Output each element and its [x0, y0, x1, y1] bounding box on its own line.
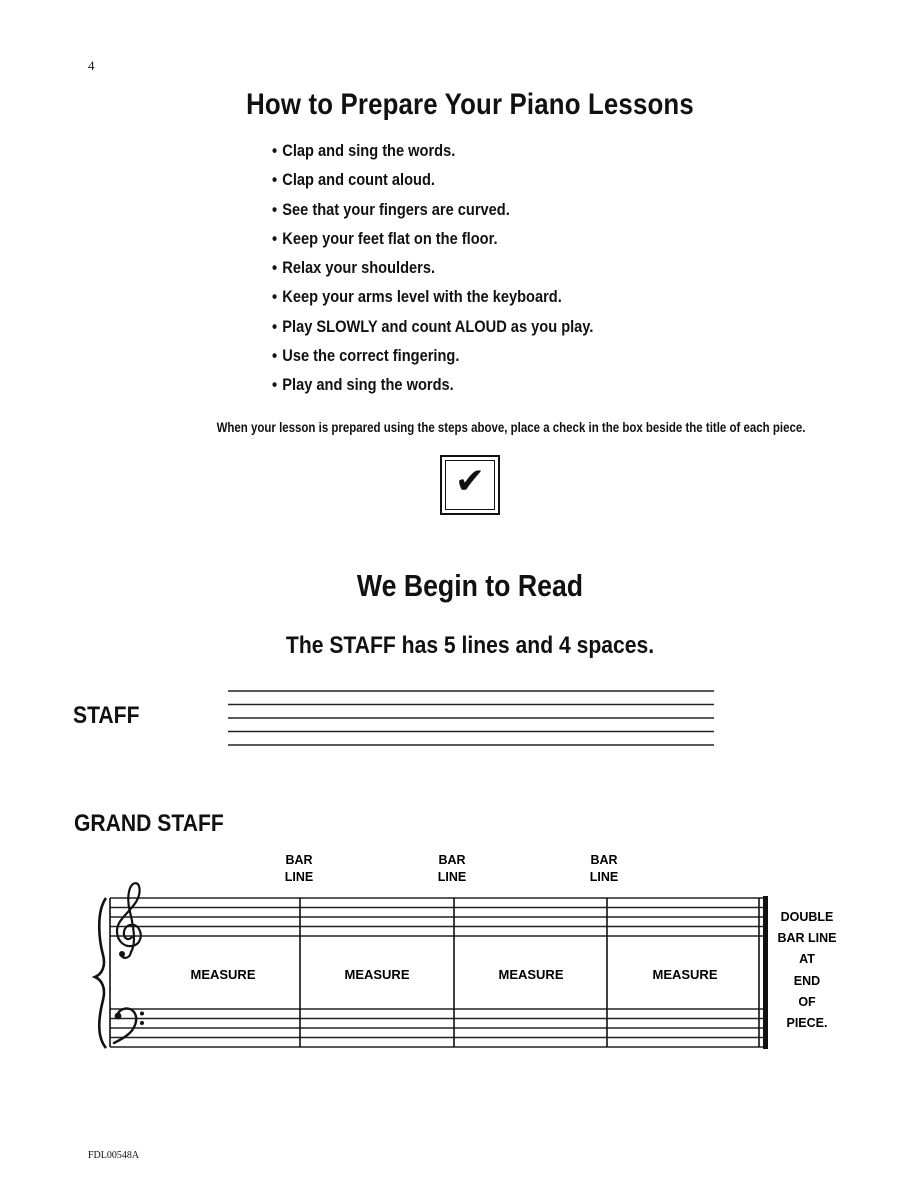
bar-line-label: BAR — [590, 853, 618, 867]
double-bar-note-line: END — [793, 974, 821, 988]
double-bar-note-line: PIECE. — [786, 1016, 828, 1030]
page-number: 4 — [88, 58, 95, 73]
list-item: • Relax your shoulders. — [272, 253, 593, 282]
treble-staff-lines — [110, 898, 764, 936]
bar-line-label: LINE — [589, 870, 619, 884]
bar-line-label: LINE — [284, 870, 314, 884]
grand-staff-label: GRAND STAFF — [74, 810, 224, 837]
bar-line-label: BAR — [438, 853, 466, 867]
bass-staff-lines — [110, 1009, 764, 1047]
staff-lines — [228, 691, 714, 745]
treble-clef-dot-icon — [119, 951, 125, 957]
treble-clef-icon — [117, 883, 141, 958]
measure-label: MEASURE — [652, 967, 718, 982]
measure-label: MEASURE — [344, 967, 410, 982]
list-item: • Play SLOWLY and count ALOUD as you play. — [272, 312, 593, 341]
list-item: • Play and sing the words. — [272, 370, 593, 399]
double-bar-note-line: DOUBLE — [780, 910, 834, 924]
measure-label: MEASURE — [498, 967, 564, 982]
instruction-text: When your lesson is prepared using the steps above, place a check in the box beside the title of each piece. — [216, 419, 806, 435]
double-bar-note-line: BAR LINE — [777, 931, 837, 945]
footer-code: FDL00548A — [88, 1150, 140, 1161]
double-bar-note-line: OF — [798, 995, 816, 1009]
bar-line-label: BAR — [285, 853, 313, 867]
list-item: • Use the correct fingering. — [272, 341, 593, 370]
checkmark-icon: ✔ — [454, 461, 486, 502]
list-item: • Keep your feet flat on the floor. — [272, 224, 593, 253]
section-title: We Begin to Read — [356, 568, 584, 603]
list-item: • Clap and sing the words. — [272, 136, 593, 165]
staff-label: STAFF — [73, 702, 140, 729]
double-bar-thick-line — [763, 896, 768, 1049]
list-item: • Clap and count aloud. — [272, 165, 593, 194]
list-item: • See that your fingers are curved. — [272, 195, 593, 224]
measure-label: MEASURE — [190, 967, 256, 982]
staff-description: The STAFF has 5 lines and 4 spaces. — [285, 632, 655, 659]
bar-line-label: LINE — [437, 870, 467, 884]
list-item: • Keep your arms level with the keyboard. — [272, 282, 593, 311]
brace-icon — [95, 898, 106, 1048]
page-title: How to Prepare Your Piano Lessons — [246, 88, 694, 121]
double-bar-note-line: AT — [799, 952, 815, 966]
